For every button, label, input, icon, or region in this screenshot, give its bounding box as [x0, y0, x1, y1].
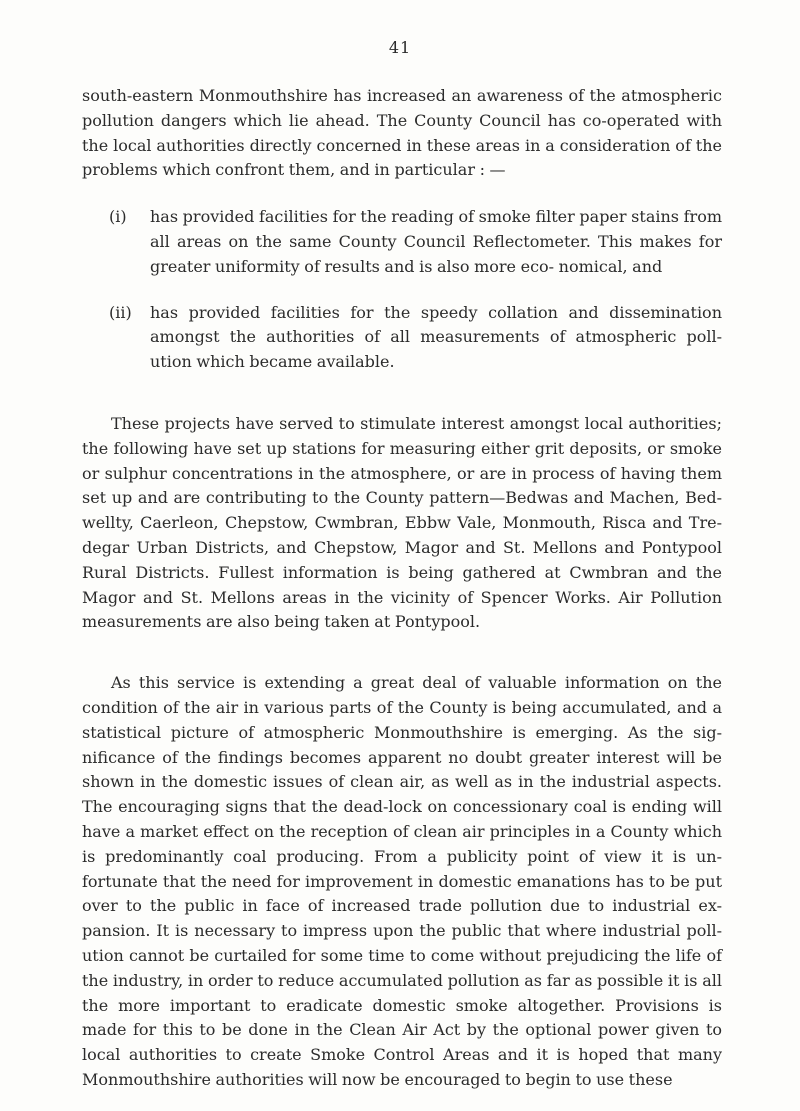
paragraph-projects: These projects have served to stimulate interest amongst local authorities; the following have set up stations for measuring either grit deposits, or smoke or sulphur concentrations in the atmosphere, or are in process of having them set up and are contributing to the County pattern—Bedwas and Machen, Bed- wellty, Caerleon, Chepstow, Cwmbran, Ebbw Vale, Monmouth, Risca and Tre- degar Urban Districts, and Chepstow, Magor and St. Mellons and Pontypool Rural Districts. Fullest information is being gathered at Cwmbran and the Magor and St. Mellons areas in the vicinity of Spencer Works. Air Pollution measurements are also being taken at Pontypool.: [82, 413, 722, 632]
body-text: [82, 84, 722, 1093]
page-number: 41: [388, 38, 412, 57]
list-item: [109, 205, 722, 279]
list-item-text: has provided facilities for the speedy collation and dissemination amongst the authorities of all measurements of atmospheric poll- ution which became available.: [150, 302, 722, 372]
list-marker: (i): [109, 207, 127, 227]
list-marker: (ii): [109, 302, 132, 322]
paragraph-service: As this service is extending a great deal of valuable information on the condition of the air in various parts of the County is being accumulated, and a statistical picture of atmospheric Monmouthshire is emerging. As the sig- nificance of the findings becomes apparent no doubt greater interest will be shown in the domestic issues of clean air, as well as in the industrial aspects. The encouraging signs that the dead-lock on concessionary coal is ending will have a market effect on the reception of clean air principles in a County which is predominantly coal producing. From a publicity point of view it is un- fortunate that the need for improvement in domestic emanations has to be put over to the public in face of increased trade pollution due to industrial ex- pansion. It is necessary to impress upon the public that where industrial poll- ution cannot be curtailed for some time to come without prejudicing the life of the industry, in order to reduce accumulated pollution as far as possible it is all the more important to eradicate domestic smoke altogether. Provisions is made for this to be done in the Clean Air Act by the optional power given to local authorities to create Smoke Control Areas and it is hoped that many Monmouthshire authorities will now be encouraged to begin to use these: [82, 673, 722, 1089]
list-item-text: has provided facilities for the reading of smoke filter paper stains from all areas on the same County Council Reflectometer. This makes for greater uniformity of results and is also more eco- nomical, and: [150, 207, 722, 276]
paragraph-intro: south-eastern Monmouthshire has increased an awareness of the atmospheric pollution dangers which lie ahead. The County Council has co-operated with the local authorities directly concerned in these areas in a consideration of the problems which confront them, and in particular : —: [82, 86, 722, 180]
list-item: [109, 301, 722, 375]
